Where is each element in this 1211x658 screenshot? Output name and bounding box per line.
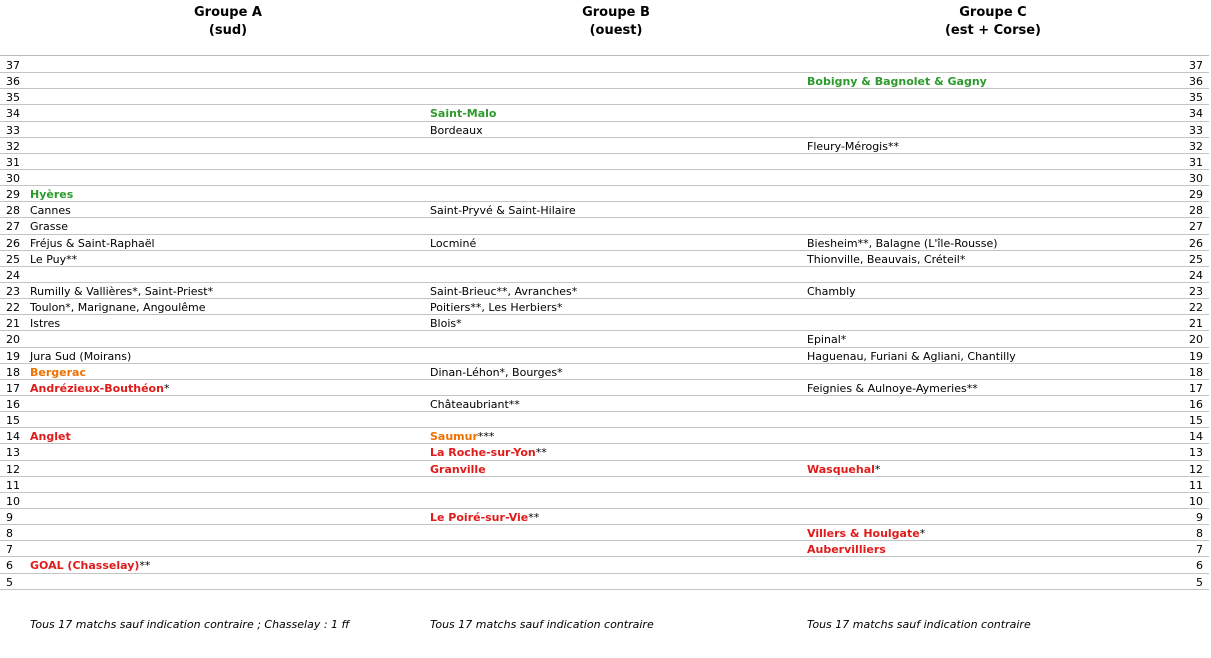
points-right: 25 [1189,252,1203,266]
table-row [0,170,1209,186]
team-name: Istres [30,317,61,331]
group-c-title: Groupe C [959,5,1027,20]
points-right: 7 [1196,543,1203,557]
team-name: Saumur [430,430,478,444]
table-row [0,186,1209,202]
points-right: 35 [1189,91,1203,105]
group-b-cell [430,107,496,120]
group-c-note: Tous 17 matchs sauf indication contraire [807,618,1031,631]
team-name: Bordeaux [430,123,483,137]
team-name: Saint-Pryvé & Saint-Hilaire [430,204,576,218]
team-name: * [874,462,881,476]
group-b-cell [430,285,577,298]
group-b-title: Groupe B [582,5,650,20]
group-a-cell [30,204,71,217]
group-a-cell [30,366,86,379]
points-right: 33 [1189,123,1203,137]
group-b-cell [430,446,547,459]
group-b-cell [430,204,576,217]
group-c-cell [807,140,899,153]
points-right: 27 [1189,220,1203,234]
team-name: Poitiers**, Les Herbiers* [430,301,563,315]
points-left: 16 [6,397,20,411]
group-b-cell [430,463,486,476]
table-row [0,122,1209,138]
table-row [0,315,1209,331]
points-right: 22 [1189,301,1203,315]
team-name: Feignies & Aulnoye-Aymeries** [807,381,978,395]
table-row [0,105,1209,121]
table-row [0,57,1209,73]
team-name: Saint-Malo [430,107,497,121]
table-top-divider [0,55,1209,56]
group-a-subtitle: (sud) [208,23,248,38]
group-b-cell [430,124,483,137]
points-right: 18 [1189,365,1203,379]
group-a-cell [30,285,213,298]
team-name: Saint-Brieuc**, Avranches* [430,284,578,298]
points-right: 28 [1189,204,1203,218]
group-a-cell [30,188,73,201]
points-left: 20 [6,333,20,347]
table-row [0,380,1209,396]
group-b-cell [430,301,562,314]
points-right: 32 [1189,139,1203,153]
points-right: 23 [1189,284,1203,298]
points-left: 7 [6,543,13,557]
standings-table [0,57,1209,590]
group-b-cell [430,398,520,411]
group-a-cell [30,317,60,330]
points-left: 11 [6,478,20,492]
table-row [0,444,1209,460]
table-row [0,251,1209,267]
table-row [0,574,1209,590]
table-row [0,412,1209,428]
team-name: Chambly [807,284,856,298]
points-right: 31 [1189,155,1203,169]
team-name: Andrézieux-Bouthéon [30,381,164,395]
group-a-cell [30,220,68,233]
team-name: GOAL (Chasselay) [30,559,140,573]
points-right: 19 [1189,349,1203,363]
group-a-cell [30,430,71,443]
points-right: 11 [1189,478,1203,492]
team-name: Epinal* [807,333,847,347]
points-right: 10 [1189,494,1203,508]
group-b-cell [430,430,494,443]
points-left: 6 [6,559,13,573]
team-name: Biesheim**, Balagne (L'île-Rousse) [807,236,998,250]
points-left: 29 [6,188,20,202]
points-left: 5 [6,575,13,589]
points-right: 17 [1189,381,1203,395]
table-row [0,364,1209,380]
points-right: 16 [1189,397,1203,411]
team-name: Châteaubriant** [430,397,520,411]
points-right: 26 [1189,236,1203,250]
team-name: Villers & Houlgate [807,527,920,541]
points-right: 13 [1189,446,1203,460]
team-name: Fréjus & Saint-Raphaël [30,236,155,250]
group-b-note: Tous 17 matchs sauf indication contraire [430,618,654,631]
team-name: Le Puy** [30,252,78,266]
points-right: 30 [1189,171,1203,185]
points-left: 9 [6,510,13,524]
team-name: Cannes [30,204,71,218]
group-c-subtitle: (est + Corse) [944,23,1042,38]
team-name: Locminé [430,236,477,250]
points-right: 24 [1189,268,1203,282]
table-row [0,218,1209,234]
group-c-cell [807,350,1016,363]
points-left: 36 [6,75,20,89]
group-b-cell [430,237,476,250]
group-c-cell [807,527,925,540]
group-a-cell [30,237,155,250]
team-name: *** [477,430,495,444]
points-left: 25 [6,252,20,266]
points-left: 14 [6,430,20,444]
group-a-header [148,4,308,40]
table-row [0,267,1209,283]
points-left: 28 [6,204,20,218]
points-left: 32 [6,139,20,153]
points-right: 21 [1189,317,1203,331]
points-right: 15 [1189,414,1203,428]
points-left: 12 [6,462,20,476]
points-right: 6 [1196,559,1203,573]
table-row [0,138,1209,154]
team-name: Toulon*, Marignane, Angoulême [30,301,206,315]
points-left: 31 [6,155,20,169]
table-row [0,331,1209,347]
points-left: 10 [6,494,20,508]
table-row [0,348,1209,364]
team-name: ** [535,446,547,460]
team-name: ** [139,559,151,573]
points-left: 18 [6,365,20,379]
table-row [0,509,1209,525]
table-row [0,525,1209,541]
points-left: 13 [6,446,20,460]
group-b-header [536,4,696,40]
table-row [0,461,1209,477]
team-name: Aubervilliers [807,543,886,557]
points-right: 34 [1189,107,1203,121]
points-left: 22 [6,301,20,315]
group-c-cell [807,543,886,556]
team-name: Blois* [430,317,462,331]
team-name: Bobigny & Bagnolet & Gagny [807,75,987,89]
group-a-cell [30,382,169,395]
table-row [0,477,1209,493]
table-row [0,299,1209,315]
table-row [0,557,1209,573]
table-row [0,493,1209,509]
group-c-cell [807,237,998,250]
group-c-cell [807,463,880,476]
group-b-cell [430,317,462,330]
group-c-header [913,4,1073,40]
team-name: Bergerac [30,365,86,379]
points-left: 21 [6,317,20,331]
table-row [0,154,1209,170]
group-a-title: Groupe A [194,5,262,20]
points-left: 17 [6,381,20,395]
team-name: ** [528,510,540,524]
group-c-cell [807,333,846,346]
points-left: 30 [6,171,20,185]
team-name: Dinan-Léhon*, Bourges* [430,365,563,379]
team-name: * [163,381,170,395]
team-name: Fleury-Mérogis** [807,139,899,153]
points-right: 20 [1189,333,1203,347]
table-row [0,73,1209,89]
points-left: 15 [6,414,20,428]
group-c-cell [807,75,987,88]
points-right: 8 [1196,527,1203,541]
points-left: 19 [6,349,20,363]
points-left: 35 [6,91,20,105]
group-c-cell [807,253,965,266]
points-right: 9 [1196,510,1203,524]
group-b-cell [430,511,539,524]
table-row [0,541,1209,557]
table-row [0,89,1209,105]
table-row [0,283,1209,299]
points-right: 36 [1189,75,1203,89]
points-left: 24 [6,268,20,282]
points-right: 14 [1189,430,1203,444]
points-right: 5 [1196,575,1203,589]
table-row [0,428,1209,444]
group-b-subtitle: (ouest) [589,23,643,38]
table-row [0,235,1209,251]
group-b-cell [430,366,563,379]
points-left: 34 [6,107,20,121]
table-row [0,202,1209,218]
points-left: 37 [6,59,20,72]
points-left: 26 [6,236,20,250]
points-left: 27 [6,220,20,234]
team-name: Granville [430,462,486,476]
team-name: Jura Sud (Moirans) [30,349,132,363]
group-a-cell [30,301,206,314]
team-name: Anglet [30,430,71,444]
group-a-cell [30,559,150,572]
team-name: Le Poiré-sur-Vie [430,510,529,524]
points-left: 23 [6,284,20,298]
team-name: La Roche-sur-Yon [430,446,536,460]
table-row [0,396,1209,412]
team-name: Haguenau, Furiani & Agliani, Chantilly [807,349,1016,363]
points-left: 8 [6,527,13,541]
group-a-cell [30,350,131,363]
points-right: 12 [1189,462,1203,476]
points-right: 37 [1189,59,1203,72]
team-name: Hyères [30,188,74,202]
group-a-cell [30,253,77,266]
team-name: Rumilly & Vallières*, Saint-Priest* [30,284,214,298]
team-name: Thionville, Beauvais, Créteil* [807,252,966,266]
group-a-note: Tous 17 matchs sauf indication contraire ; Chasselay : 1 ff [30,618,350,631]
group-c-cell [807,382,978,395]
team-name: Wasquehal [807,462,875,476]
team-name: * [919,527,926,541]
points-right: 29 [1189,188,1203,202]
team-name: Grasse [30,220,69,234]
points-left: 33 [6,123,20,137]
group-c-cell [807,285,856,298]
